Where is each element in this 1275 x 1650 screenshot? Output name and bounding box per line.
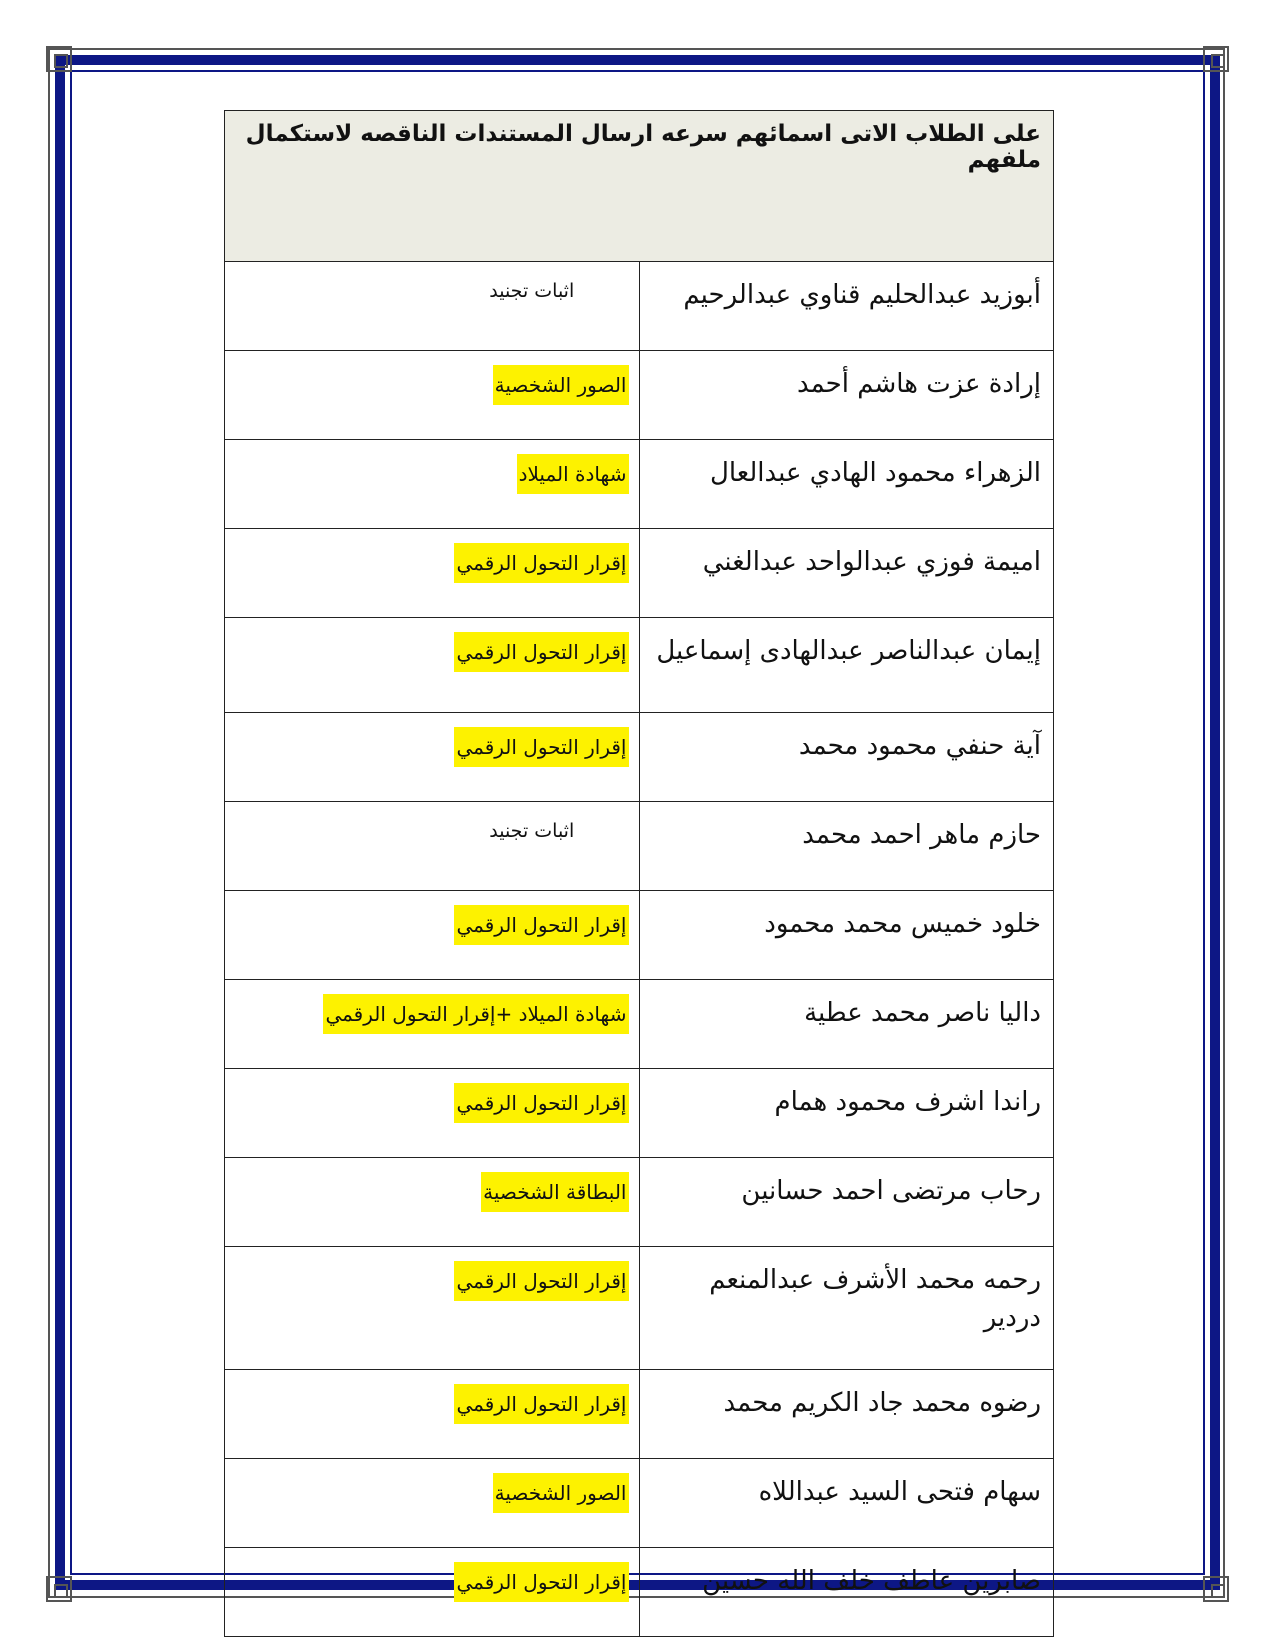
missing-documents-table xyxy=(224,110,1054,1637)
missing-document xyxy=(225,1247,640,1370)
document-label-highlighted: الصور الشخصية xyxy=(493,1473,629,1513)
document-label-highlighted: إقرار التحول الرقمي xyxy=(454,1261,628,1301)
border-corner-ornament xyxy=(46,46,72,72)
student-name: اميمة فوزي عبدالواحد عبدالغني xyxy=(639,529,1054,618)
missing-document xyxy=(225,1459,640,1548)
border-corner-ornament xyxy=(1203,1576,1229,1602)
student-name: رحاب مرتضى احمد حسانين xyxy=(639,1158,1054,1247)
document-label-highlighted: البطاقة الشخصية xyxy=(481,1172,628,1212)
student-name: صابرين عاطف خلف الله حسين xyxy=(639,1548,1054,1637)
student-name: رضوه محمد جاد الكريم محمد xyxy=(639,1370,1054,1459)
missing-document xyxy=(225,440,640,529)
page-border-right xyxy=(1210,55,1220,1590)
student-name: راندا اشرف محمود همام xyxy=(639,1069,1054,1158)
student-name: حازم ماهر احمد محمد xyxy=(639,802,1054,891)
table-row xyxy=(225,262,1054,351)
student-name: رحمه محمد الأشرف عبدالمنعم دردير xyxy=(639,1247,1054,1370)
missing-document xyxy=(225,262,640,351)
table-row xyxy=(225,891,1054,980)
document-label: اثبات تجنيد xyxy=(489,820,575,842)
document-label-highlighted: إقرار التحول الرقمي xyxy=(454,543,628,583)
document-label-highlighted: الصور الشخصية xyxy=(493,365,629,405)
document-label-highlighted: إقرار التحول الرقمي xyxy=(454,632,628,672)
table-row xyxy=(225,1247,1054,1370)
page-border-top xyxy=(55,55,1220,65)
table-row xyxy=(225,1370,1054,1459)
table-row xyxy=(225,713,1054,802)
student-name: سهام فتحى السيد عبداللاه xyxy=(639,1459,1054,1548)
student-name: أبوزيد عبدالحليم قناوي عبدالرحيم xyxy=(639,262,1054,351)
table-row xyxy=(225,1069,1054,1158)
missing-document xyxy=(225,713,640,802)
border-corner-ornament xyxy=(1203,46,1229,72)
missing-document xyxy=(225,529,640,618)
document-label: اثبات تجنيد xyxy=(489,280,575,302)
table-row xyxy=(225,1459,1054,1548)
student-name: إيمان عبدالناصر عبدالهادى إسماعيل xyxy=(639,618,1054,713)
document-label-highlighted: إقرار التحول الرقمي xyxy=(454,1562,628,1602)
table-row xyxy=(225,1548,1054,1637)
missing-document xyxy=(225,1158,640,1247)
student-name: آية حنفي محمود محمد xyxy=(639,713,1054,802)
table-row xyxy=(225,802,1054,891)
document-label-highlighted: إقرار التحول الرقمي xyxy=(454,1384,628,1424)
missing-document xyxy=(225,1370,640,1459)
missing-document xyxy=(225,1069,640,1158)
student-name: الزهراء محمود الهادي عبدالعال xyxy=(639,440,1054,529)
table-header-row xyxy=(225,111,1054,262)
missing-document xyxy=(225,618,640,713)
missing-document xyxy=(225,891,640,980)
table-row xyxy=(225,1158,1054,1247)
document-label-highlighted: إقرار التحول الرقمي xyxy=(454,1083,628,1123)
missing-document xyxy=(225,802,640,891)
missing-document xyxy=(225,1548,640,1637)
missing-document xyxy=(225,351,640,440)
student-name: داليا ناصر محمد عطية xyxy=(639,980,1054,1069)
document-label-highlighted: إقرار التحول الرقمي xyxy=(454,905,628,945)
student-name: خلود خميس محمد محمود xyxy=(639,891,1054,980)
document-label-highlighted: شهادة الميلاد xyxy=(517,454,629,494)
table-header: على الطلاب الاتى اسمائهم سرعه ارسال المستندات الناقصه لاستكمال ملفهم xyxy=(225,111,1054,262)
page-border-left xyxy=(55,55,65,1590)
table-row xyxy=(225,618,1054,713)
document-label-highlighted: إقرار التحول الرقمي xyxy=(454,727,628,767)
table-row xyxy=(225,529,1054,618)
border-corner-ornament xyxy=(46,1576,72,1602)
student-name: إرادة عزت هاشم أحمد xyxy=(639,351,1054,440)
missing-document xyxy=(225,980,640,1069)
table-row xyxy=(225,440,1054,529)
table-row xyxy=(225,351,1054,440)
document-label-highlighted: شهادة الميلاد +إقرار التحول الرقمي xyxy=(323,994,628,1034)
table-row xyxy=(225,980,1054,1069)
